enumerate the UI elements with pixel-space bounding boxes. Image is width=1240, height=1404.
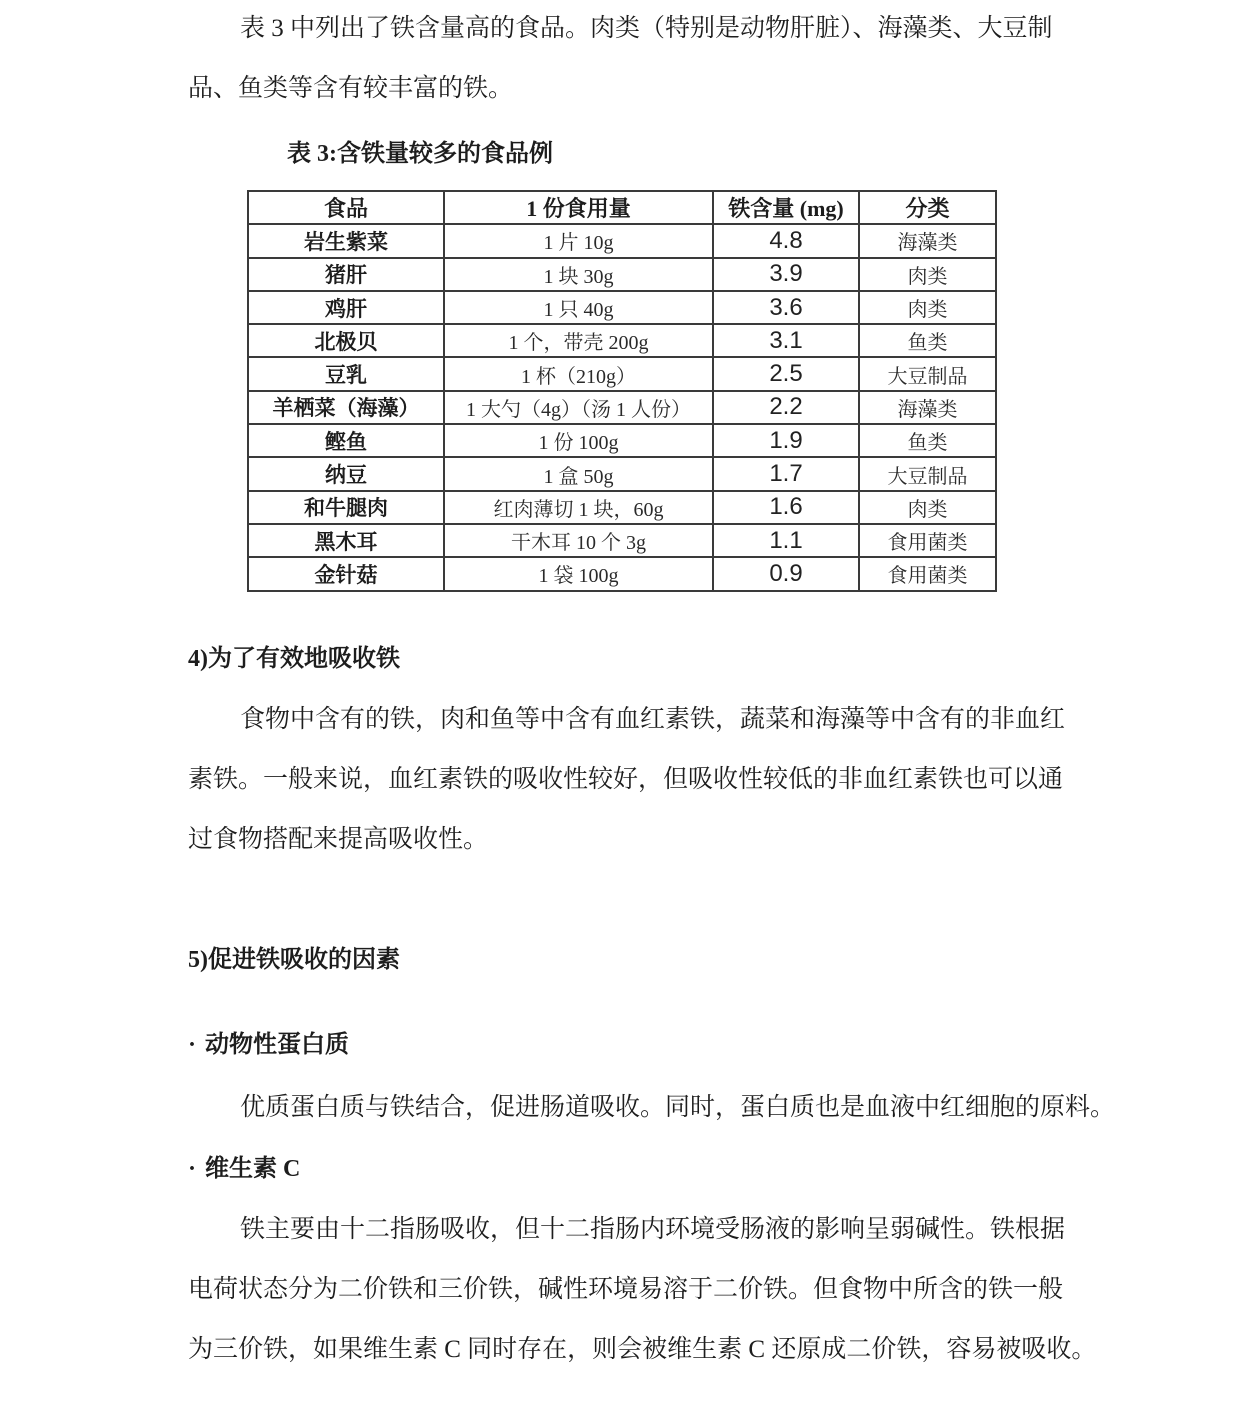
table-cell: 3.6 [713, 291, 859, 324]
iron-content-table [247, 190, 997, 592]
table-row [248, 391, 996, 424]
table-header-cell: 食品 [248, 191, 444, 224]
table-cell: 1.6 [713, 491, 859, 524]
table-cell: 鸡肝 [248, 291, 444, 324]
table-cell: 2.5 [713, 357, 859, 390]
table-header-cell: 1 份食用量 [444, 191, 713, 224]
table-cell: 肉类 [859, 258, 996, 291]
table-cell: 1 只 40g [444, 291, 713, 324]
table-cell: 干木耳 10 个 3g [444, 524, 713, 557]
table-row [248, 258, 996, 291]
paragraph-line: 为三价铁，如果维生素 C 同时存在，则会被维生素 C 还原成二价铁，容易被吸收。 [188, 1336, 1097, 1363]
table-cell: 1 个，带壳 200g [444, 324, 713, 357]
bullet-vitamin-c [188, 1154, 300, 1184]
paragraph-line: 铁主要由十二指肠吸收，但十二指肠内环境受肠液的影响呈弱碱性。铁根据 [240, 1216, 1066, 1243]
table-cell: 3.9 [713, 258, 859, 291]
table-cell: 1 袋 100g [444, 557, 713, 590]
table-cell: 红肉薄切 1 块，60g [444, 491, 713, 524]
table-row [248, 491, 996, 524]
bullet-dot-icon: · [188, 1032, 197, 1058]
table-cell: 肉类 [859, 291, 996, 324]
table-cell: 鱼类 [859, 424, 996, 457]
section4-paragraph [188, 690, 1088, 870]
vitamin-c-paragraph [188, 1200, 1097, 1380]
bullet-animal-protein [188, 1030, 349, 1060]
section4-heading: 4)为了有效地吸收铁 [188, 646, 400, 672]
table-cell: 食用菌类 [859, 524, 996, 557]
table-cell: 羊栖菜（海藻） [248, 391, 444, 424]
table-cell: 黑木耳 [248, 524, 444, 557]
table-cell: 大豆制品 [859, 357, 996, 390]
table-cell: 1 块 30g [444, 258, 713, 291]
table-cell: 1 盒 50g [444, 457, 713, 490]
table-row [248, 224, 996, 257]
table-row [248, 524, 996, 557]
paragraph-line: 素铁。一般来说，血红素铁的吸收性较好，但吸收性较低的非血红素铁也可以通 [188, 766, 1064, 793]
table-header-cell: 铁含量 (mg) [713, 191, 859, 224]
table-cell: 4.8 [713, 224, 859, 257]
table-cell: 猪肝 [248, 258, 444, 291]
bullet-vitamin-c-label: 维生素 C [205, 1156, 301, 1182]
table-cell: 鱼类 [859, 324, 996, 357]
table-cell: 肉类 [859, 491, 996, 524]
table-header-row [248, 191, 996, 224]
table-header-cell: 分类 [859, 191, 996, 224]
table-cell: 0.9 [713, 557, 859, 590]
bullet-animal-protein-label: 动物性蛋白质 [205, 1032, 350, 1058]
paragraph-line: 食物中含有的铁，肉和鱼等中含有血红素铁，蔬菜和海藻等中含有的非血红 [240, 706, 1066, 733]
table-cell: 北极贝 [248, 324, 444, 357]
paragraph-line: 电荷状态分为二价铁和三价铁，碱性环境易溶于二价铁。但食物中所含的铁一般 [188, 1276, 1064, 1303]
table-cell: 2.2 [713, 391, 859, 424]
table-row [248, 424, 996, 457]
table-cell: 和牛腿肉 [248, 491, 444, 524]
paragraph-line: 优质蛋白质与铁结合，促进肠道吸收。同时，蛋白质也是血液中红细胞的原料。 [240, 1094, 1116, 1121]
table-cell: 海藻类 [859, 224, 996, 257]
table-cell: 1 份 100g [444, 424, 713, 457]
table-cell: 豆乳 [248, 357, 444, 390]
table-cell: 食用菌类 [859, 557, 996, 590]
paragraph-line: 过食物搭配来提高吸收性。 [188, 826, 489, 853]
table-row [248, 557, 996, 590]
table-row [248, 457, 996, 490]
table-cell: 纳豆 [248, 457, 444, 490]
intro-paragraph [188, 0, 1088, 119]
table-body [248, 224, 996, 590]
table-row [248, 324, 996, 357]
table-cell: 岩生紫菜 [248, 224, 444, 257]
table-cell: 1.9 [713, 424, 859, 457]
table-title: 表 3:含铁量较多的食品例 [287, 141, 553, 167]
table-cell: 3.1 [713, 324, 859, 357]
animal-protein-paragraph [188, 1078, 1116, 1138]
table-cell: 鲣鱼 [248, 424, 444, 457]
table-cell: 1 杯（210g） [444, 357, 713, 390]
table-row [248, 357, 996, 390]
table-cell: 1 片 10g [444, 224, 713, 257]
table-cell: 海藻类 [859, 391, 996, 424]
section5-heading: 5)促进铁吸收的因素 [188, 947, 400, 973]
table-cell: 1.7 [713, 457, 859, 490]
paragraph-line: 表 3 中列出了铁含量高的食品。肉类（特别是动物肝脏）、海藻类、大豆制 [240, 15, 1053, 42]
table-cell: 金针菇 [248, 557, 444, 590]
paragraph-line: 品、鱼类等含有较丰富的铁。 [188, 75, 514, 102]
table-cell: 1 大勺（4g）（汤 1 人份） [444, 391, 713, 424]
table-cell: 1.1 [713, 524, 859, 557]
bullet-dot-icon: · [188, 1156, 197, 1182]
table-row [248, 291, 996, 324]
table-cell: 大豆制品 [859, 457, 996, 490]
